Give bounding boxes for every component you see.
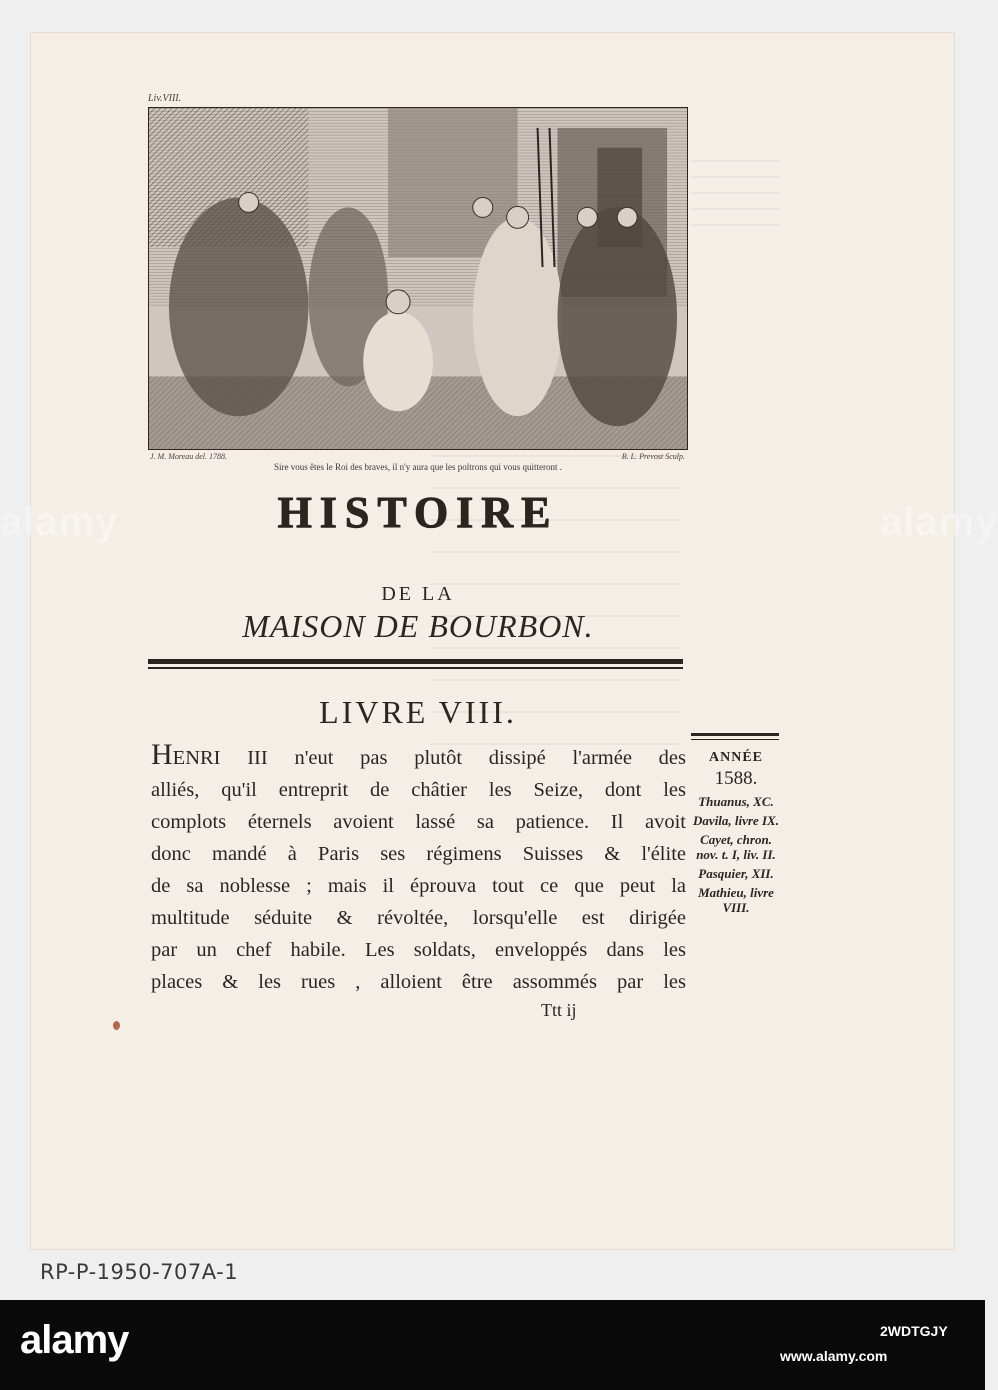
margin-ref: Thuanus, XC. — [698, 794, 774, 809]
body-line-6: multitude séduite & révoltée, lorsqu'elle est dirigée — [151, 907, 686, 929]
margin-ref: Pasquier, XII. — [698, 866, 774, 881]
body-line-3: complots éternels avoient lassé sa patience. Il avoit — [151, 811, 686, 833]
marginal-notes — [688, 750, 784, 915]
engraving-illustration — [149, 108, 687, 449]
double-rule-thick — [148, 659, 683, 664]
body-line-8: places & les rues , alloient être assommés par les — [151, 971, 686, 993]
running-head: Liv.VIII. — [148, 93, 182, 104]
drop-initial: H — [151, 738, 173, 771]
watermark: alamy — [880, 500, 998, 544]
body-line-1 — [151, 739, 686, 774]
engraving-credit-draughtsman: J. M. Moreau del. 1788. — [150, 452, 228, 461]
stock-logo: alamy — [20, 1318, 129, 1362]
margin-ref: Mathieu, livre VIII. — [698, 885, 774, 915]
engraving-caption: Sire vous êtes le Roi des braves, il n'y aura que les poltrons qui vous quitteront . — [273, 462, 563, 472]
stock-image-id: 2WDTGJY — [880, 1323, 948, 1339]
stock-url: www.alamy.com — [780, 1348, 888, 1364]
margin-ref: Cayet, chron. nov. t. I, liv. II. — [696, 832, 776, 862]
title-connector: DE LA — [381, 583, 455, 605]
year-label: ANNÉE — [708, 750, 763, 765]
body-line-7: par un chef habile. Les soldats, enveloppés dans les — [151, 939, 686, 961]
margin-ref: Davila, livre IX. — [693, 813, 779, 828]
ink-spot — [113, 1021, 120, 1030]
engraving-credit-engraver: B. L. Prevost Sculp. — [621, 452, 685, 461]
title-subtitle: MAISON DE BOURBON. — [242, 608, 594, 644]
main-title: HISTOIRE — [277, 488, 559, 537]
margin-rule-thin — [691, 739, 779, 740]
year-value: 1588. — [714, 768, 758, 789]
margin-rule-thick — [691, 733, 779, 736]
stock-footer-bar — [0, 1300, 985, 1390]
watermark: alamy — [0, 500, 119, 544]
body-line-4: donc mandé à Paris ses régimens Suisses & l'élite — [151, 843, 686, 865]
body-line-2: alliés, qu'il entreprit de châtier les Seize, dont les — [151, 779, 686, 801]
double-rule-thin — [148, 667, 683, 669]
body-line-5: de sa noblesse ; mais il éprouva tout ce que peut la — [151, 875, 686, 897]
body-paragraph — [151, 739, 686, 998]
body-line-text: ENRI III n'eut pas plutôt dissipé l'armée des — [172, 747, 686, 769]
book-heading: LIVRE VIII. — [319, 694, 517, 730]
bleed-through-margin — [690, 160, 780, 230]
engraving-plate — [148, 107, 688, 450]
archive-inventory-number: RP-P-1950-707A-1 — [40, 1260, 239, 1284]
signature-mark: Ttt ij — [541, 1000, 577, 1020]
